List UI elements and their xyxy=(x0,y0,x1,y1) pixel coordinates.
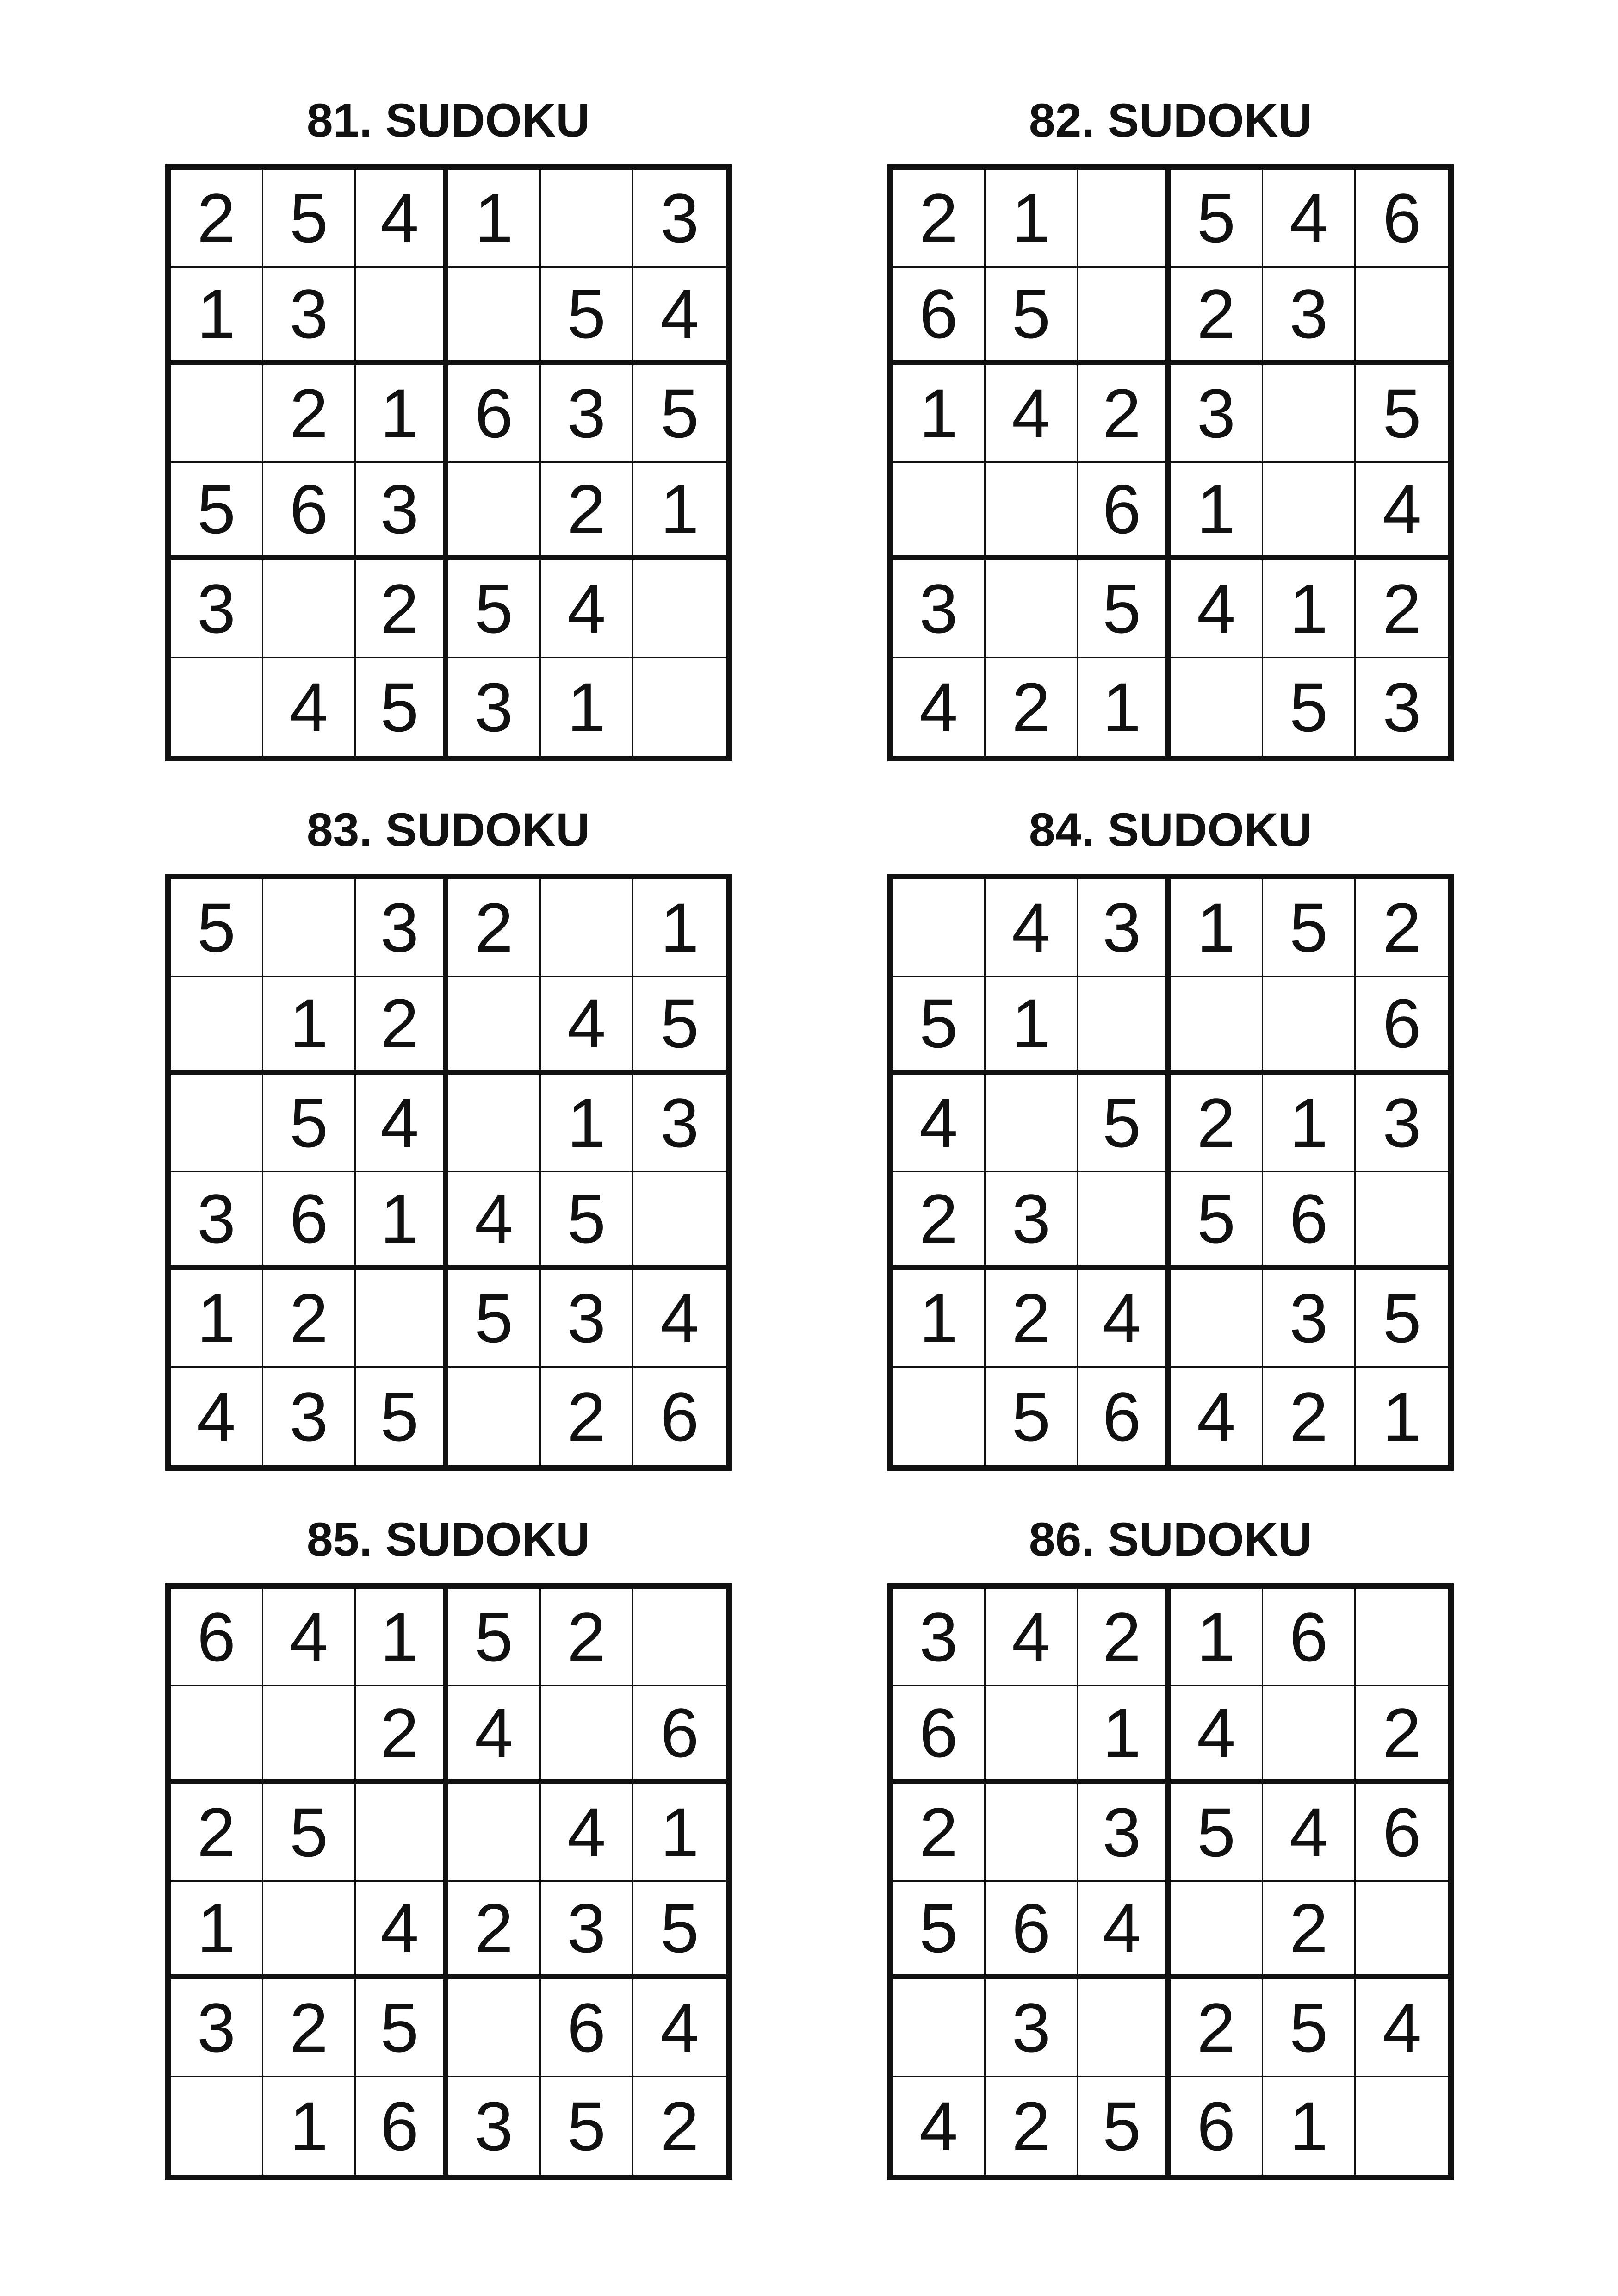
sudoku-grid xyxy=(887,1583,1454,2180)
given-cell: 1 xyxy=(1078,658,1171,756)
empty-cell xyxy=(448,463,541,560)
empty-cell xyxy=(541,170,633,268)
given-cell: 5 xyxy=(263,1075,356,1172)
given-cell: 2 xyxy=(1356,560,1448,658)
given-cell: 4 xyxy=(986,1589,1078,1686)
given-cell: 4 xyxy=(1263,170,1356,268)
given-cell: 3 xyxy=(263,268,356,365)
given-cell: 2 xyxy=(356,560,448,658)
given-cell: 5 xyxy=(171,879,263,977)
empty-cell xyxy=(986,1075,1078,1172)
given-cell: 1 xyxy=(633,463,726,560)
given-cell: 1 xyxy=(633,879,726,977)
given-cell: 5 xyxy=(356,1979,448,2077)
puzzle-title: 84. SUDOKU xyxy=(1029,803,1313,856)
empty-cell xyxy=(1263,1686,1356,1784)
given-cell: 6 xyxy=(986,1882,1078,1979)
empty-cell xyxy=(1171,1270,1263,1368)
puzzle-title: 83. SUDOKU xyxy=(306,803,590,856)
given-cell: 1 xyxy=(541,658,633,756)
given-cell: 3 xyxy=(541,1270,633,1368)
given-cell: 4 xyxy=(448,1686,541,1784)
empty-cell xyxy=(633,1589,726,1686)
given-cell: 6 xyxy=(1356,977,1448,1075)
given-cell: 3 xyxy=(1078,1784,1171,1882)
given-cell: 1 xyxy=(1263,2077,1356,2175)
empty-cell xyxy=(356,268,448,365)
given-cell: 1 xyxy=(356,1589,448,1686)
empty-cell xyxy=(1263,463,1356,560)
given-cell: 4 xyxy=(1171,1686,1263,1784)
given-cell: 3 xyxy=(986,1979,1078,2077)
given-cell: 5 xyxy=(633,1882,726,1979)
empty-cell xyxy=(986,463,1078,560)
empty-cell xyxy=(1078,1979,1171,2077)
sudoku-grid xyxy=(165,164,732,761)
given-cell: 6 xyxy=(1078,1368,1171,1465)
empty-cell xyxy=(171,1686,263,1784)
sudoku-grid xyxy=(887,164,1454,761)
empty-cell xyxy=(1356,268,1448,365)
given-cell: 4 xyxy=(541,1784,633,1882)
empty-cell xyxy=(448,1368,541,1465)
given-cell: 2 xyxy=(986,1270,1078,1368)
given-cell: 3 xyxy=(356,463,448,560)
sudoku-grid xyxy=(165,1583,732,2180)
given-cell: 6 xyxy=(660,1377,699,1456)
given-cell: 4 xyxy=(171,1368,263,1465)
puzzle-title: 81. SUDOKU xyxy=(306,94,590,147)
given-cell: 1 xyxy=(893,365,986,463)
given-cell: 5 xyxy=(986,268,1078,365)
given-cell: 4 xyxy=(1171,1368,1263,1465)
given-cell: 5 xyxy=(1263,879,1356,977)
empty-cell xyxy=(356,1784,448,1882)
given-cell: 4 xyxy=(986,365,1078,463)
given-cell: 2 xyxy=(1356,879,1448,977)
given-cell: 1 xyxy=(986,977,1078,1075)
given-cell: 3 xyxy=(986,1172,1078,1270)
empty-cell xyxy=(893,1979,986,2077)
given-cell: 5 xyxy=(1171,170,1263,268)
given-cell: 3 xyxy=(633,170,726,268)
given-cell: 4 xyxy=(356,170,448,268)
given-cell: 2 xyxy=(171,170,263,268)
given-cell: 5 xyxy=(1263,658,1356,756)
given-cell: 6 xyxy=(1356,1784,1448,1882)
given-cell: 5 xyxy=(633,365,726,463)
empty-cell xyxy=(1078,1172,1171,1270)
given-cell: 5 xyxy=(1356,1270,1448,1368)
empty-cell xyxy=(171,658,263,756)
given-cell: 4 xyxy=(356,1882,448,1979)
given-cell: 6 xyxy=(448,365,541,463)
given-cell: 2 xyxy=(1171,1979,1263,2077)
given-cell: 3 xyxy=(633,1075,726,1172)
given-cell: 4 xyxy=(263,658,356,756)
given-cell: 1 xyxy=(1382,1377,1421,1456)
empty-cell xyxy=(633,1172,726,1270)
given-cell: 1 xyxy=(263,977,356,1075)
sudoku-grid xyxy=(887,874,1454,1471)
empty-cell xyxy=(448,1075,541,1172)
given-cell: 2 xyxy=(986,2077,1078,2175)
empty-cell xyxy=(1078,268,1171,365)
empty-cell xyxy=(263,1882,356,1979)
empty-cell xyxy=(171,1075,263,1172)
given-cell: 5 xyxy=(986,1368,1078,1465)
given-cell: 4 xyxy=(1356,1979,1448,2077)
empty-cell xyxy=(893,879,986,977)
given-cell: 4 xyxy=(356,1075,448,1172)
empty-cell xyxy=(171,365,263,463)
given-cell: 5 xyxy=(263,1784,356,1882)
given-cell: 2 xyxy=(448,1882,541,1979)
empty-cell xyxy=(448,1979,541,2077)
given-cell: 5 xyxy=(541,2077,633,2175)
empty-cell xyxy=(356,1270,448,1368)
given-cell: 4 xyxy=(893,2077,986,2175)
given-cell: 2 xyxy=(1078,365,1171,463)
given-cell: 1 xyxy=(893,1270,986,1368)
given-cell: 2 xyxy=(1078,1589,1171,1686)
given-cell: 1 xyxy=(1263,560,1356,658)
given-cell: 2 xyxy=(893,1172,986,1270)
given-cell: 2 xyxy=(263,365,356,463)
given-cell: 3 xyxy=(541,365,633,463)
given-cell: 1 xyxy=(1263,1075,1356,1172)
given-cell: 4 xyxy=(541,560,633,658)
empty-cell xyxy=(448,977,541,1075)
given-cell: 6 xyxy=(633,1686,726,1784)
empty-cell xyxy=(893,1368,986,1465)
given-cell: 6 xyxy=(1356,170,1448,268)
given-cell: 4 xyxy=(541,977,633,1075)
given-cell: 2 xyxy=(1171,1075,1263,1172)
given-cell: 1 xyxy=(171,1882,263,1979)
given-cell: 4 xyxy=(448,1172,541,1270)
given-cell: 6 xyxy=(893,1686,986,1784)
given-cell: 2 xyxy=(541,1368,633,1465)
given-cell: 2 xyxy=(1356,1686,1448,1784)
given-cell: 2 xyxy=(1263,1882,1356,1979)
given-cell: 4 xyxy=(986,879,1078,977)
given-cell: 6 xyxy=(893,268,986,365)
given-cell: 5 xyxy=(1171,1784,1263,1882)
given-cell: 5 xyxy=(1078,560,1171,658)
given-cell: 3 xyxy=(448,658,541,756)
given-cell: 3 xyxy=(1263,268,1356,365)
given-cell: 2 xyxy=(893,170,986,268)
empty-cell xyxy=(171,977,263,1075)
given-cell: 2 xyxy=(541,1589,633,1686)
empty-cell xyxy=(263,560,356,658)
empty-cell xyxy=(1263,365,1356,463)
given-cell: 5 xyxy=(448,560,541,658)
given-cell: 2 xyxy=(171,1784,263,1882)
given-cell: 4 xyxy=(633,1270,726,1368)
puzzle-title: 85. SUDOKU xyxy=(306,1513,590,1566)
given-cell: 4 xyxy=(1263,1784,1356,1882)
given-cell: 1 xyxy=(1171,879,1263,977)
given-cell: 1 xyxy=(1078,1686,1171,1784)
given-cell: 2 xyxy=(893,1784,986,1882)
given-cell: 2 xyxy=(660,2087,699,2165)
empty-cell xyxy=(263,879,356,977)
given-cell: 4 xyxy=(633,1979,726,2077)
given-cell: 1 xyxy=(1171,463,1263,560)
given-cell: 4 xyxy=(893,1075,986,1172)
empty-cell xyxy=(986,1784,1078,1882)
given-cell: 4 xyxy=(1171,560,1263,658)
given-cell: 3 xyxy=(893,560,986,658)
given-cell: 2 xyxy=(541,463,633,560)
given-cell: 3 xyxy=(356,879,448,977)
given-cell: 5 xyxy=(541,1172,633,1270)
given-cell: 3 xyxy=(1382,668,1421,746)
given-cell: 1 xyxy=(356,1172,448,1270)
given-cell: 5 xyxy=(893,977,986,1075)
given-cell: 3 xyxy=(893,1589,986,1686)
empty-cell xyxy=(1078,170,1171,268)
empty-cell xyxy=(171,2077,263,2175)
empty-cell xyxy=(1171,658,1263,756)
puzzle-title: 86. SUDOKU xyxy=(1029,1513,1313,1566)
given-cell: 5 xyxy=(356,1368,448,1465)
given-cell: 5 xyxy=(171,463,263,560)
empty-cell xyxy=(633,658,726,756)
empty-cell xyxy=(1171,1882,1263,1979)
given-cell: 1 xyxy=(541,1075,633,1172)
empty-cell xyxy=(1356,2077,1448,2175)
given-cell: 4 xyxy=(1356,463,1448,560)
empty-cell xyxy=(1356,1172,1448,1270)
given-cell: 3 xyxy=(1263,1270,1356,1368)
given-cell: 5 xyxy=(1078,1075,1171,1172)
given-cell: 1 xyxy=(448,170,541,268)
given-cell: 6 xyxy=(356,2077,448,2175)
given-cell: 3 xyxy=(171,1979,263,2077)
given-cell: 4 xyxy=(633,268,726,365)
given-cell: 5 xyxy=(356,658,448,756)
given-cell: 1 xyxy=(633,1784,726,1882)
empty-cell xyxy=(986,560,1078,658)
given-cell: 1 xyxy=(356,365,448,463)
given-cell: 5 xyxy=(263,170,356,268)
given-cell: 3 xyxy=(448,2077,541,2175)
given-cell: 1 xyxy=(263,2077,356,2175)
given-cell: 6 xyxy=(263,1172,356,1270)
given-cell: 2 xyxy=(448,879,541,977)
given-cell: 6 xyxy=(541,1979,633,2077)
given-cell: 6 xyxy=(1171,2077,1263,2175)
empty-cell xyxy=(263,1686,356,1784)
given-cell: 1 xyxy=(1171,1589,1263,1686)
empty-cell xyxy=(541,879,633,977)
given-cell: 2 xyxy=(986,658,1078,756)
given-cell: 6 xyxy=(171,1589,263,1686)
given-cell: 5 xyxy=(1171,1172,1263,1270)
given-cell: 3 xyxy=(1078,879,1171,977)
given-cell: 5 xyxy=(893,1882,986,1979)
given-cell: 5 xyxy=(633,977,726,1075)
given-cell: 1 xyxy=(171,1270,263,1368)
empty-cell xyxy=(1356,1589,1448,1686)
given-cell: 3 xyxy=(171,560,263,658)
given-cell: 6 xyxy=(263,463,356,560)
given-cell: 6 xyxy=(1263,1589,1356,1686)
given-cell: 4 xyxy=(1078,1270,1171,1368)
given-cell: 4 xyxy=(1078,1882,1171,1979)
given-cell: 2 xyxy=(1171,268,1263,365)
given-cell: 3 xyxy=(1356,1075,1448,1172)
given-cell: 2 xyxy=(356,977,448,1075)
empty-cell xyxy=(448,268,541,365)
empty-cell xyxy=(1263,977,1356,1075)
empty-cell xyxy=(541,1686,633,1784)
given-cell: 4 xyxy=(263,1589,356,1686)
given-cell: 5 xyxy=(1263,1979,1356,2077)
given-cell: 5 xyxy=(1078,2077,1171,2175)
given-cell: 5 xyxy=(448,1589,541,1686)
given-cell: 2 xyxy=(1263,1368,1356,1465)
empty-cell xyxy=(1171,977,1263,1075)
given-cell: 5 xyxy=(448,1270,541,1368)
given-cell: 2 xyxy=(263,1979,356,2077)
empty-cell xyxy=(986,1686,1078,1784)
given-cell: 3 xyxy=(263,1368,356,1465)
given-cell: 2 xyxy=(356,1686,448,1784)
given-cell: 2 xyxy=(263,1270,356,1368)
given-cell: 5 xyxy=(541,268,633,365)
given-cell: 1 xyxy=(171,268,263,365)
given-cell: 3 xyxy=(1171,365,1263,463)
sudoku-grid xyxy=(165,874,732,1471)
empty-cell xyxy=(893,463,986,560)
empty-cell xyxy=(633,560,726,658)
given-cell: 3 xyxy=(171,1172,263,1270)
given-cell: 3 xyxy=(541,1882,633,1979)
puzzle-title: 82. SUDOKU xyxy=(1029,94,1313,147)
given-cell: 6 xyxy=(1078,463,1171,560)
given-cell: 5 xyxy=(1356,365,1448,463)
empty-cell xyxy=(1078,977,1171,1075)
given-cell: 4 xyxy=(893,658,986,756)
empty-cell xyxy=(1356,1882,1448,1979)
given-cell: 6 xyxy=(1263,1172,1356,1270)
empty-cell xyxy=(448,1784,541,1882)
given-cell: 1 xyxy=(986,170,1078,268)
